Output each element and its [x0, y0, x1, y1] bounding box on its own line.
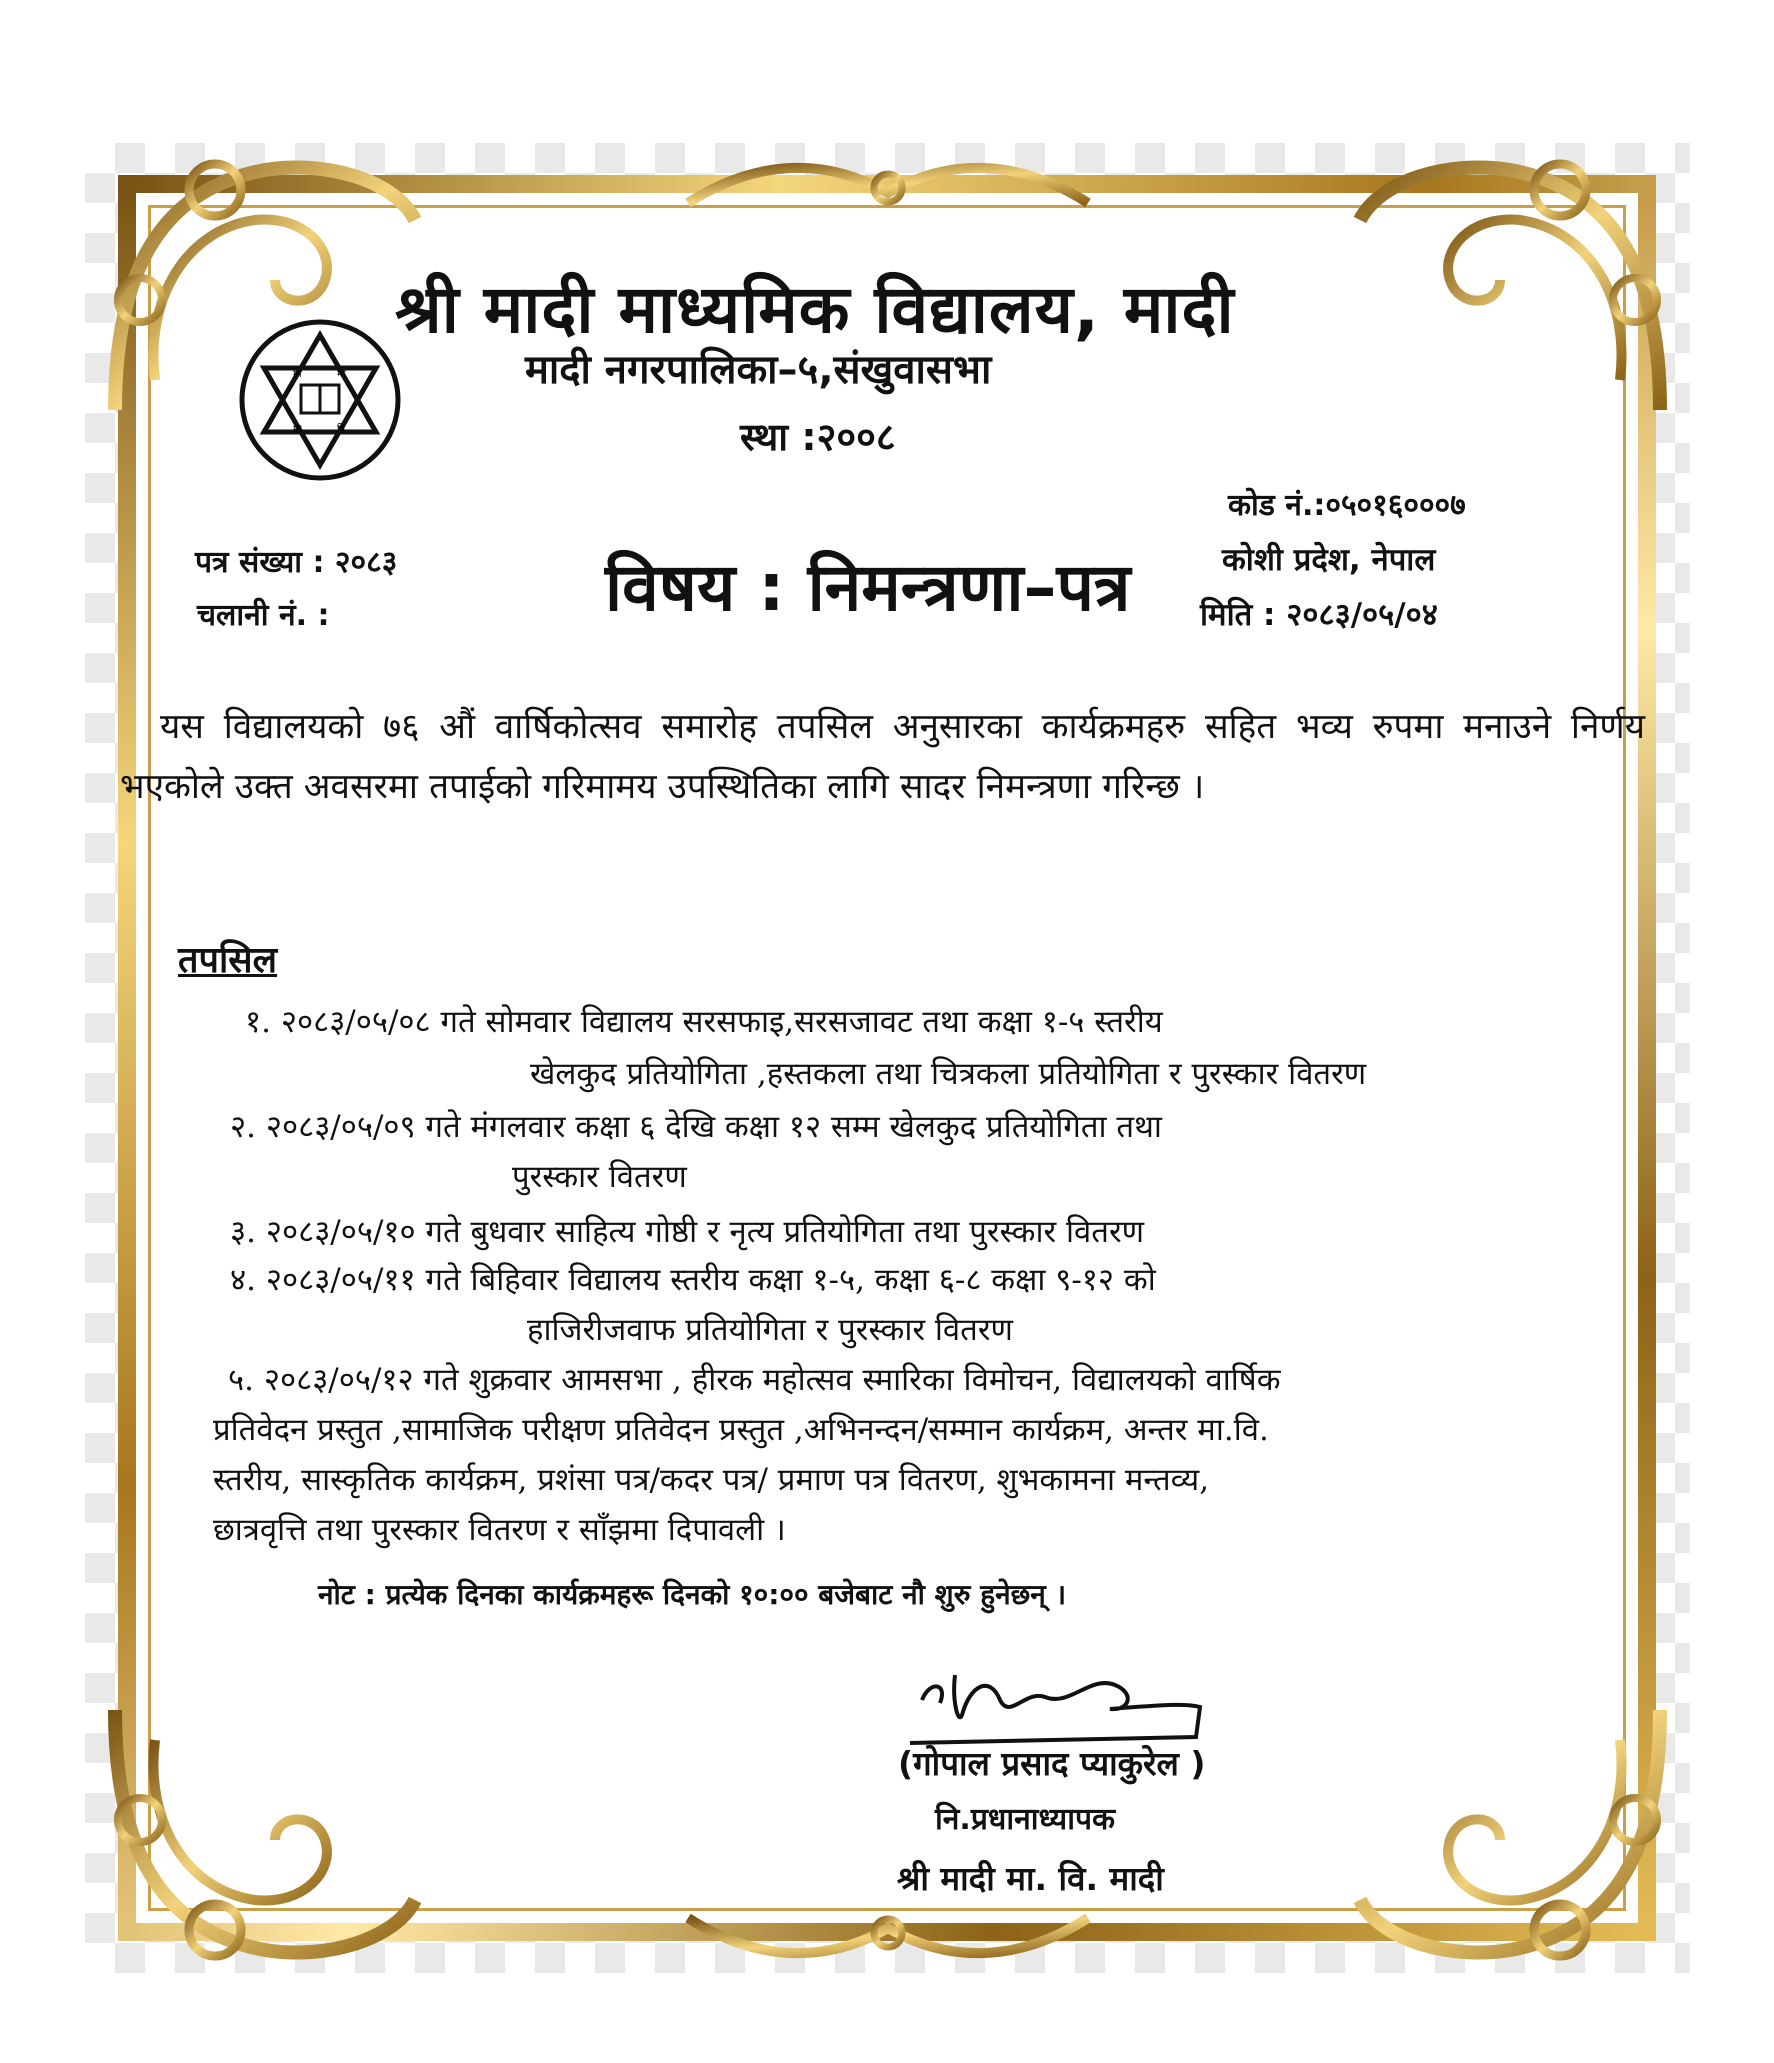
program-item-cont: खेलकुद प्रतियोगिता ,हस्तकला तथा चित्रकला प्रतियोगिता र पुरस्कार वितरण — [530, 1056, 1367, 1092]
signer-name: (गोपाल प्रसाद प्याकुरेल ) — [898, 1744, 1206, 1783]
bottom-right-ornament-icon — [1350, 1690, 1680, 1990]
signer-designation: नि.प्रधानाध्यापक — [935, 1802, 1116, 1837]
note: नोट : प्रत्येक दिनका कार्यक्रमहरू दिनको १०:०० बजेबाट नौ शुरु हुनेछन् । — [318, 1578, 1067, 1611]
program-item-cont: स्तरीय, सास्कृतिक कार्यक्रम, प्रशंसा पत्र/कदर पत्र/ प्रमाण पत्र वितरण, शुभकामना मन्तव्य, — [213, 1462, 1210, 1498]
emblem-letter: मा — [293, 424, 302, 435]
school-code: कोड नं.:०५०१६०००७ — [1228, 488, 1466, 523]
program-item: ३. २०८३/०५/१० गते बुधवार साहित्य गोष्ठी र नृत्य प्रतियोगिता तथा पुरस्कार वितरण — [230, 1214, 1145, 1250]
invitation-paragraph: यस विद्यालयको ७६ औं वार्षिकोत्सव समारोह तपसिल अनुसारका कार्यक्रमहरु सहित भव्य रुपमा मनाउने निर्णय भएकोले उक्त अवसरमा तपाईको गरिमामय उपस्थितिका लागि सादर निमन्त्रणा गरिन्छ । — [120, 707, 1645, 807]
program-item: ५. २०८३/०५/१२ गते शुक्रवार आमसभा , हीरक महोत्सव स्मारिका विमोचन, विद्यालयको वार्षिक — [228, 1362, 1281, 1398]
details-heading: तपसिल — [178, 940, 278, 981]
letter-date: मिति : २०८३/०५/०४ — [1200, 597, 1438, 633]
province: कोशी प्रदेश, नेपाल — [1222, 542, 1436, 578]
program-item-cont: छात्रवृत्ति तथा पुरस्कार वितरण र साँझमा दिपावली । — [213, 1512, 786, 1548]
letter-subject: विषय : निमन्त्रणा–पत्र — [605, 549, 1131, 626]
school-logo — [235, 315, 405, 485]
letter-number: पत्र संख्या : २०८३ — [195, 545, 398, 580]
emblem-letter: वि — [337, 424, 346, 435]
established-year: स्था :२००८ — [740, 415, 896, 459]
emblem-letter: मा — [337, 369, 346, 380]
dispatch-number: चलानी नं. : — [197, 598, 330, 633]
program-item-cont: हाजिरीजवाफ प्रतियोगिता र पुरस्कार वितरण — [527, 1312, 1013, 1348]
program-item-cont: प्रतिवेदन प्रस्तुत ,सामाजिक परीक्षण प्रतिवेदन प्रस्तुत ,अभिनन्दन/सम्मान कार्यक्रम, अन्तर मा.वि. — [213, 1412, 1269, 1448]
program-item: ४. २०८३/०५/११ गते बिहिवार विद्यालय स्तरीय कक्षा १-५, कक्षा ६-८ कक्षा ९-१२ को — [230, 1262, 1156, 1298]
top-center-ornament-icon — [678, 148, 1098, 218]
bottom-left-ornament-icon — [95, 1690, 425, 1990]
top-right-ornament-icon — [1350, 130, 1680, 430]
signer-school: श्री मादी मा. वि. मादी — [897, 1859, 1164, 1898]
school-address: मादी नगरपालिका–५,संखुवासभा — [525, 347, 992, 393]
program-item: १. २०८३/०५/०८ गते सोमवार विद्यालय सरसफाइ,सरसजावट तथा कक्षा १-५ स्तरीय — [245, 1004, 1163, 1040]
signature-icon — [900, 1645, 1220, 1745]
program-item: २. २०८३/०५/०९ गते मंगलवार कक्षा ६ देखि कक्षा १२ सम्म खेलकुद प्रतियोगिता तथा — [230, 1109, 1162, 1145]
program-item-cont: पुरस्कार वितरण — [512, 1159, 687, 1195]
emblem-letter: मा — [293, 369, 302, 380]
bottom-center-ornament-icon — [678, 1903, 1098, 1973]
school-name: श्री मादी माध्यमिक विद्यालय, मादी — [395, 271, 1235, 348]
